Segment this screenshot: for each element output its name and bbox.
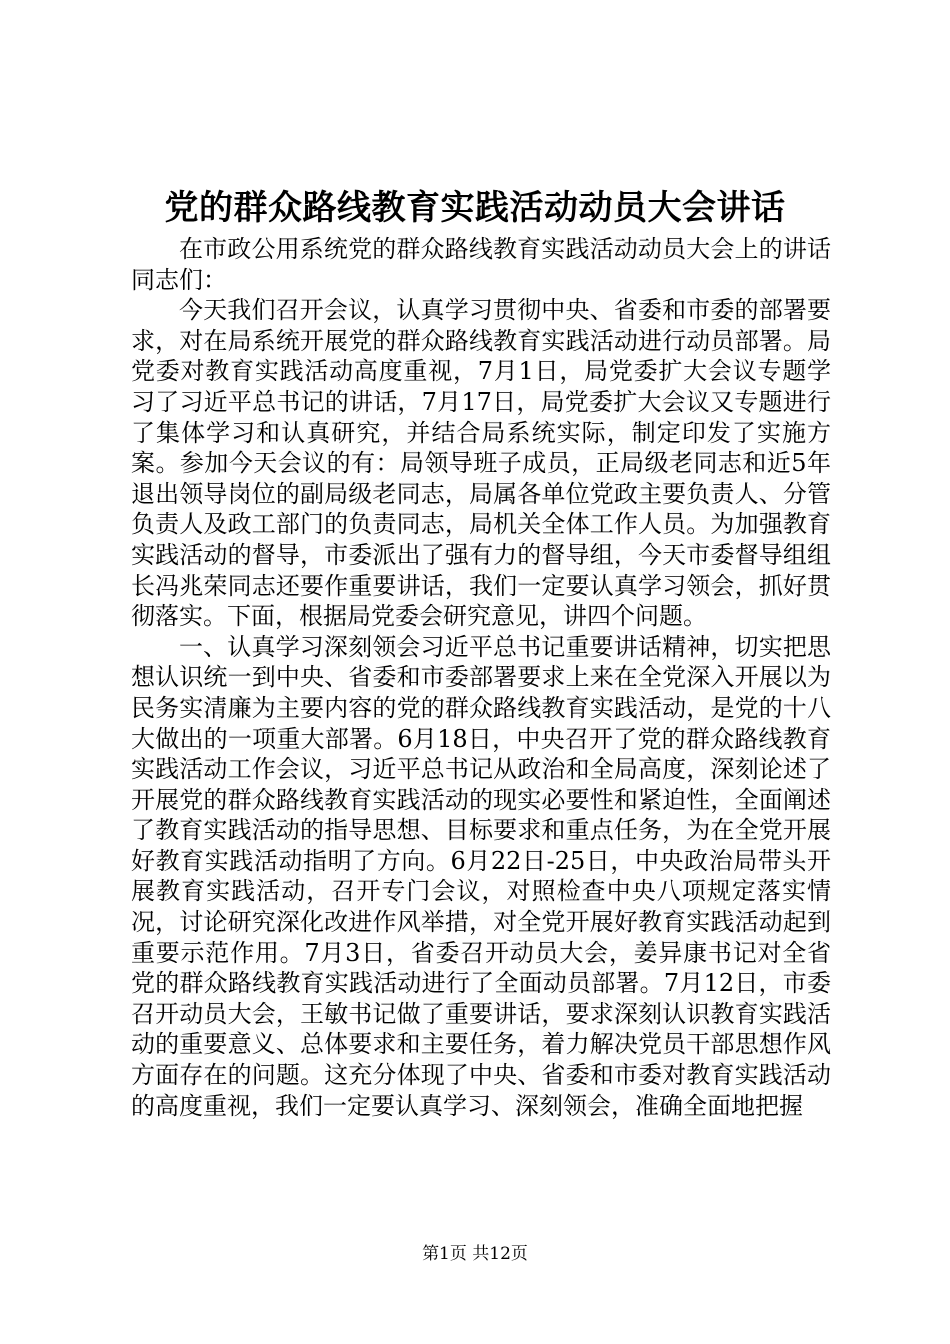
- document-body: [131, 234, 831, 1121]
- paragraph-intro: 在市政公用系统党的群众路线教育实践活动动员大会上的讲话同志们：: [131, 235, 831, 294]
- paragraph-section-one: 一、认真学习深刻领会习近平总书记重要讲话精神，切实把思想认识统一到中央、省委和市委部署要求上来在全党深入开展以为民务实清廉为主要内容的党的群众路线教育实践活动，是党的十八大做出的一项重大部署。6月18日，中央召开了党的群众路线教育实践活动工作会议，习近平总书记从政治和全局高度，深刻论述了开展党的群众路线教育实践活动的现实必要性和紧迫性，全面阐述了教育实践活动的指导思想、目标要求和重点任务，为在全党开展好教育实践活动指明了方向。6月22日-25日，中央政治局带头开展教育实践活动，召开专门会议，对照检查中央八项规定落实情况，讨论研究深化改进作风举措，对全党开展好教育实践活动起到重要示范作用。7月3日，省委召开动员大会，姜异康书记对全省党的群众路线教育实践活动进行了全面动员部署。7月12日，市委召开动员大会，王敏书记做了重要讲话，要求深刻认识教育实践活动的重要意义、总体要求和主要任务，着力解决党员干部思想作风方面存在的问题。这充分体现了中央、省委和市委对教育实践活动的高度重视，我们一定要认真学习、深刻领会，准确全面地把握: [131, 632, 831, 1120]
- page-footer: 第1页 共12页: [422, 1244, 528, 1264]
- document-title: 党的群众路线教育实践活动动员大会讲话: [164, 188, 786, 228]
- paragraph-meeting-overview: 今天我们召开会议，认真学习贯彻中央、省委和市委的部署要求，对在局系统开展党的群众路线教育实践活动进行动员部署。局党委对教育实践活动高度重视，7月1日，局党委扩大会议专题学习了习近平总书记的讲话，7月17日，局党委扩大会议又专题进行了集体学习和认真研究，并结合局系统实际，制定印发了实施方案。参加今天会议的有：局领导班子成员，正局级老同志和近5年退出领导岗位的副局级老同志，局属各单位党政主要负责人、分管负责人及政工部门的负责同志，局机关全体工作人员。为加强教育实践活动的督导，市委派出了强有力的督导组，今天市委督导组组长冯兆荣同志还要作重要讲话，我们一定要认真学习领会，抓好贯彻落实。下面，根据局党委会研究意见，讲四个问题。: [131, 296, 831, 631]
